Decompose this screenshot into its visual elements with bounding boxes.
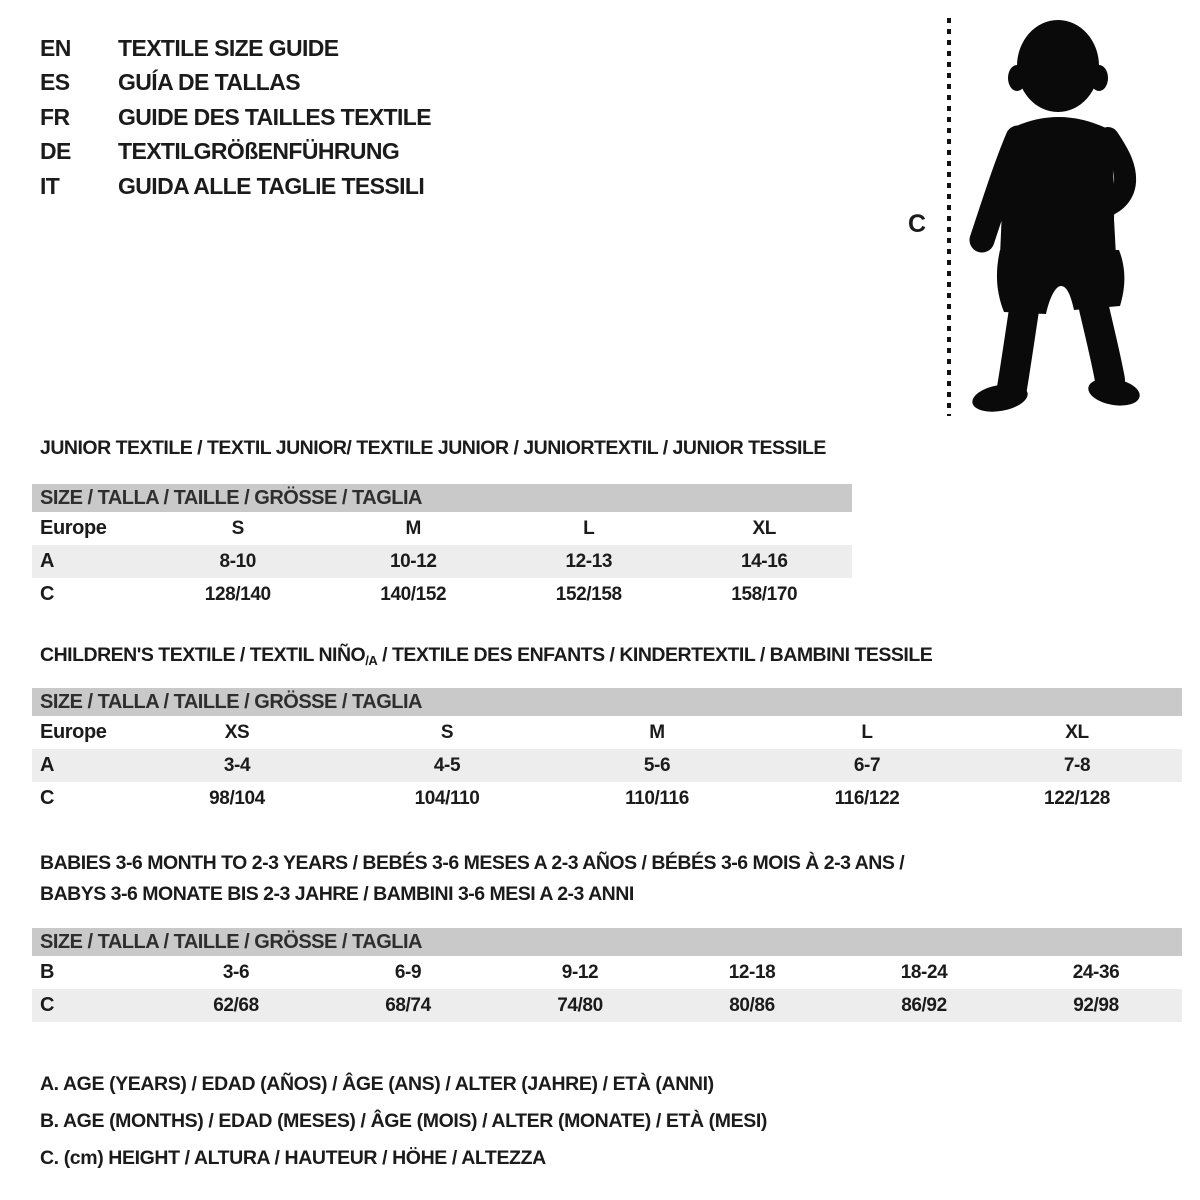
language-code: FR [40, 103, 70, 130]
table-cell: 128/140 [204, 583, 271, 605]
table-cell: 14-16 [740, 550, 788, 572]
language-title: GUÍA DE TALLAS [118, 69, 300, 96]
table-cell: 8-10 [219, 550, 256, 572]
table-cell: 62/68 [213, 994, 259, 1016]
table-cell: L [583, 517, 595, 539]
junior-size-table [32, 484, 852, 611]
language-row-de [40, 135, 431, 170]
table-cell: 68/74 [385, 994, 431, 1016]
language-code: DE [40, 138, 71, 165]
row-label: Europe [40, 517, 107, 539]
table-row-age [32, 749, 1182, 782]
row-label: C [40, 583, 55, 605]
language-row-es [40, 66, 431, 101]
children-title-post: / TEXTILE DES ENFANTS / KINDERTEXTIL / BAMBINI TESSILE [377, 644, 933, 666]
table-cell: XL [752, 517, 776, 539]
size-header-bar: SIZE / TALLA / TAILLE / GRÖSSE / TAGLIA [32, 688, 1182, 716]
row-label: Europe [40, 721, 107, 743]
table-cell: 98/104 [209, 787, 265, 809]
table-cell: 18-24 [900, 961, 948, 983]
table-cell: 3-6 [222, 961, 250, 983]
table-cell: 5-6 [643, 754, 671, 776]
table-cell: M [649, 721, 665, 743]
row-label: C [40, 787, 55, 809]
language-code: EN [40, 34, 71, 61]
table-cell: 158/170 [731, 583, 798, 605]
table-cell: 152/158 [555, 583, 622, 605]
table-cell: M [405, 517, 421, 539]
table-row-height [32, 782, 1182, 815]
size-header-bar: SIZE / TALLA / TAILLE / GRÖSSE / TAGLIA [32, 484, 852, 512]
table-row-europe [32, 716, 1182, 749]
language-title: GUIDA ALLE TAGLIE TESSILI [118, 172, 425, 199]
legend-line-c: C. (cm) HEIGHT / ALTURA / HAUTEUR / HÖHE / ALTEZZA [40, 1147, 546, 1169]
language-code: ES [40, 69, 70, 96]
table-row-age-months [32, 956, 1182, 989]
table-row-europe [32, 512, 852, 545]
language-row-it [40, 169, 431, 204]
row-label: C [40, 994, 55, 1016]
toddler-silhouette-icon [958, 14, 1140, 416]
junior-section-title: JUNIOR TEXTILE / TEXTIL JUNIOR/ TEXTILE JUNIOR / JUNIORTEXTIL / JUNIOR TESSILE [40, 437, 826, 459]
table-cell: 24-36 [1072, 961, 1120, 983]
table-cell: 140/152 [380, 583, 447, 605]
language-title: TEXTILGRÖßENFÜHRUNG [118, 138, 400, 165]
table-cell: XL [1065, 721, 1089, 743]
size-header-bar: SIZE / TALLA / TAILLE / GRÖSSE / TAGLIA [32, 928, 1182, 956]
children-section-title [40, 644, 932, 668]
table-cell: 12-18 [728, 961, 776, 983]
table-row-age [32, 545, 852, 578]
language-code: IT [40, 172, 60, 199]
table-cell: 92/98 [1073, 994, 1119, 1016]
babies-section-title-line2: BABYS 3-6 MONATE BIS 2-3 JAHRE / BAMBINI 3-6 MESI A 2-3 ANNI [40, 883, 634, 905]
table-cell: 12-13 [565, 550, 613, 572]
table-cell: L [861, 721, 873, 743]
children-title-pre: CHILDREN'S TEXTILE / TEXTIL NIÑO [40, 644, 366, 666]
legend [40, 1066, 767, 1177]
language-row-fr [40, 100, 431, 135]
table-cell: XS [224, 721, 250, 743]
table-cell: 9-12 [561, 961, 599, 983]
children-size-table [32, 688, 1182, 815]
table-cell: 104/110 [414, 787, 480, 809]
table-cell: 6-9 [394, 961, 422, 983]
table-row-height [32, 989, 1182, 1022]
table-cell: 74/80 [557, 994, 603, 1016]
table-cell: 116/122 [834, 787, 900, 809]
table-cell: 4-5 [433, 754, 461, 776]
language-title-list [40, 31, 431, 204]
language-row-en [40, 31, 431, 66]
table-cell: 6-7 [853, 754, 881, 776]
table-cell: S [440, 721, 454, 743]
table-cell: 122/128 [1044, 787, 1110, 809]
babies-section-title-line1: BABIES 3-6 MONTH TO 2-3 YEARS / BEBÉS 3-6 MESES A 2-3 AÑOS / BÉBÉS 3-6 MOIS À 2-3 ANS / [40, 852, 905, 874]
legend-line-a: A. AGE (YEARS) / EDAD (AÑOS) / ÂGE (ANS) / ALTER (JAHRE) / ETÀ (ANNI) [40, 1073, 714, 1095]
table-cell: S [231, 517, 244, 539]
table-cell: 3-4 [223, 754, 251, 776]
babies-size-table [32, 928, 1182, 1022]
language-title: TEXTILE SIZE GUIDE [118, 34, 339, 61]
children-title-sub: /A [365, 653, 378, 668]
height-measure-dashed-line [947, 18, 951, 416]
height-measure-label: C [907, 210, 927, 238]
row-label: A [40, 754, 55, 776]
row-label: B [40, 961, 55, 983]
row-label: A [40, 550, 55, 572]
table-cell: 80/86 [729, 994, 775, 1016]
table-row-height [32, 578, 852, 611]
legend-line-b: B. AGE (MONTHS) / EDAD (MESES) / ÂGE (MOIS) / ALTER (MONATE) / ETÀ (MESI) [40, 1110, 767, 1132]
table-cell: 110/116 [625, 787, 689, 809]
table-cell: 10-12 [389, 550, 437, 572]
language-title: GUIDE DES TAILLES TEXTILE [118, 103, 431, 130]
table-cell: 86/92 [901, 994, 947, 1016]
table-cell: 7-8 [1063, 754, 1091, 776]
